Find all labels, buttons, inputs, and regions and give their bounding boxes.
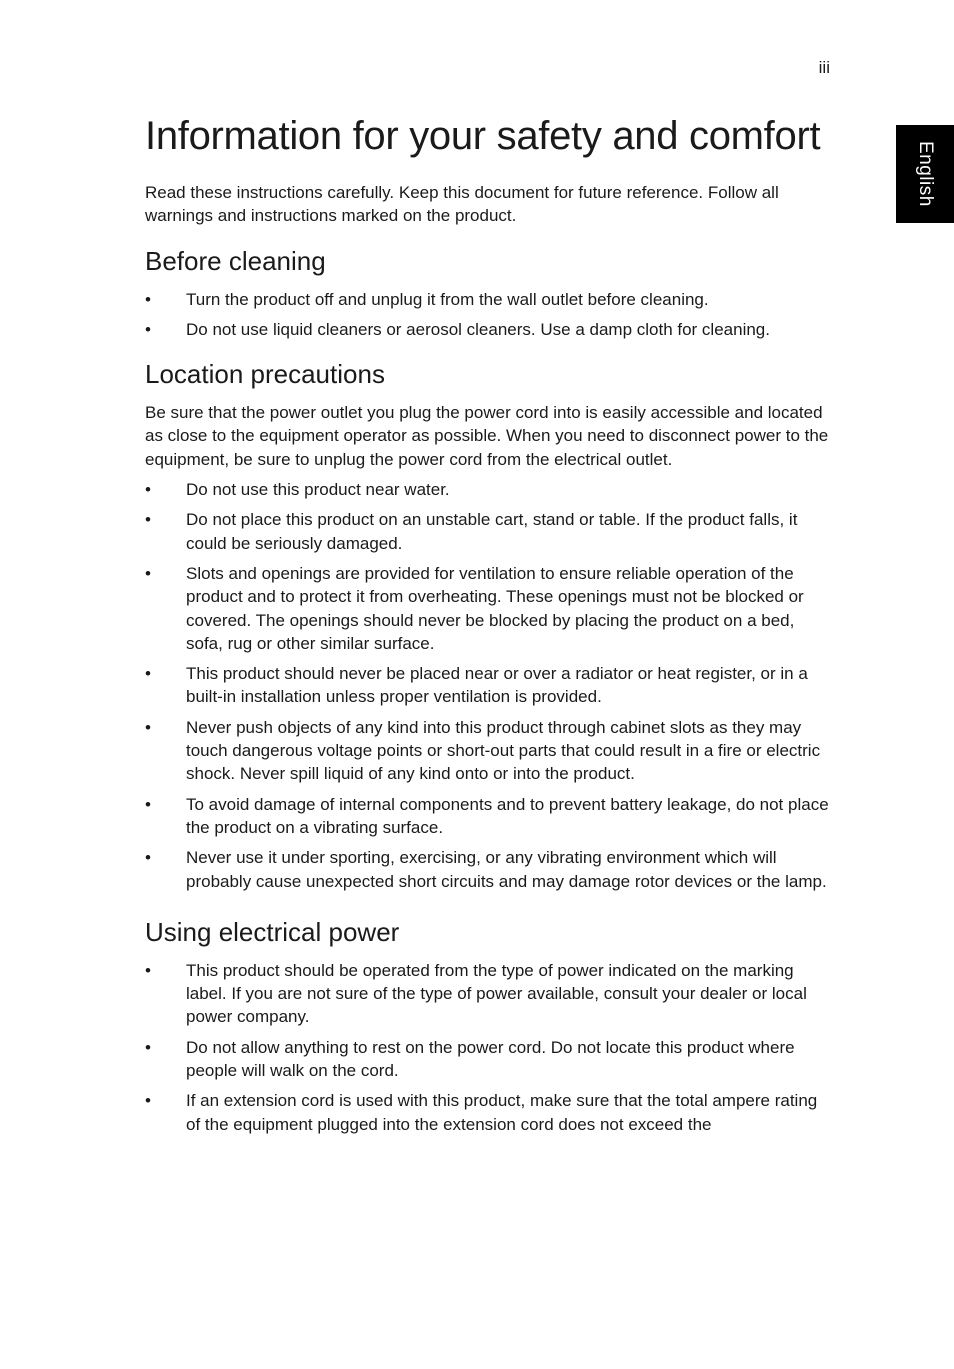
list-item: • If an extension cord is used with this product, make sure that the total ampere rating of the equipment plugged into the extension cord does not exceed the xyxy=(145,1091,818,1134)
list-item: • Turn the product off and unplug it from the wall outlet before cleaning. xyxy=(145,288,835,311)
list-item: • Do not place this product on an unstable cart, stand or table. If the product falls, it could be seriously damaged. xyxy=(145,510,798,553)
bullet: • xyxy=(145,717,151,737)
language-tab-label: English xyxy=(915,141,936,207)
section-heading-before-cleaning: Before cleaning xyxy=(145,245,326,276)
section-heading-using-electrical-power: Using electrical power xyxy=(145,916,400,947)
bullet: • xyxy=(145,1091,151,1111)
language-tab xyxy=(896,125,954,223)
before-cleaning-list xyxy=(145,288,835,342)
bullet: • xyxy=(145,319,151,339)
bullet: • xyxy=(145,848,151,868)
bullet: • xyxy=(145,960,151,980)
list-item: • This product should never be placed near or over a radiator or heat register, or in a built-in installation unless proper ventilation is provided. xyxy=(145,664,808,707)
list-item: • Do not use liquid cleaners or aerosol cleaners. Use a damp cloth for cleaning. xyxy=(145,318,835,341)
list-item: • To avoid damage of internal components and to prevent battery leakage, do not place the product on a vibrating surface. xyxy=(145,794,829,837)
intro-paragraph: Read these instructions carefully. Keep this document for future reference. Follow all warnings and instructions marked on the product. xyxy=(145,183,779,226)
page-number: iii xyxy=(818,58,830,77)
bullet: • xyxy=(145,289,151,309)
list-item: • Do not use this product near water. xyxy=(145,478,835,501)
list-item: • Do not allow anything to rest on the power cord. Do not locate this product where people will walk on the cord. xyxy=(145,1037,795,1081)
page-title: Information for your safety and comfort xyxy=(145,114,821,158)
list-item: • Slots and openings are provided for ventilation to ensure reliable operation of the product and to protect it from overheating. These openings must not be blocked or covered. The openings should never be blocked by placing the product on a bed, sofa, rug or other similar surface. xyxy=(145,563,804,653)
bullet: • xyxy=(145,563,151,583)
location-precautions-list xyxy=(145,478,835,893)
section-heading-location-precautions: Location precautions xyxy=(145,359,385,390)
bullet: • xyxy=(145,1037,151,1057)
list-item: • Never use it under sporting, exercising, or any vibrating environment which will probably cause unexpected short circuits and may damage rotor devices or the lamp. xyxy=(145,848,827,891)
bullet: • xyxy=(145,480,151,500)
bullet: • xyxy=(145,794,151,814)
bullet: • xyxy=(145,510,151,530)
bullet: • xyxy=(145,664,151,684)
list-item: • Never push objects of any kind into this product through cabinet slots as they may touch dangerous voltage points or short-out parts that could result in a fire or electric shock. Never spill liquid of any kind onto or into the product. xyxy=(145,717,821,784)
location-paragraph: Be sure that the power outlet you plug the power cord into is easily accessible and located as close to the equipment operator as possible. When you need to disconnect power to the equipment, be sure to unplug the power cord from the electrical outlet. xyxy=(145,403,829,469)
list-item: • This product should be operated from the type of power indicated on the marking label. If you are not sure of the type of power available, consult your dealer or local power company. xyxy=(145,960,807,1027)
page-content xyxy=(145,113,835,1143)
electrical-power-list xyxy=(145,959,835,1136)
